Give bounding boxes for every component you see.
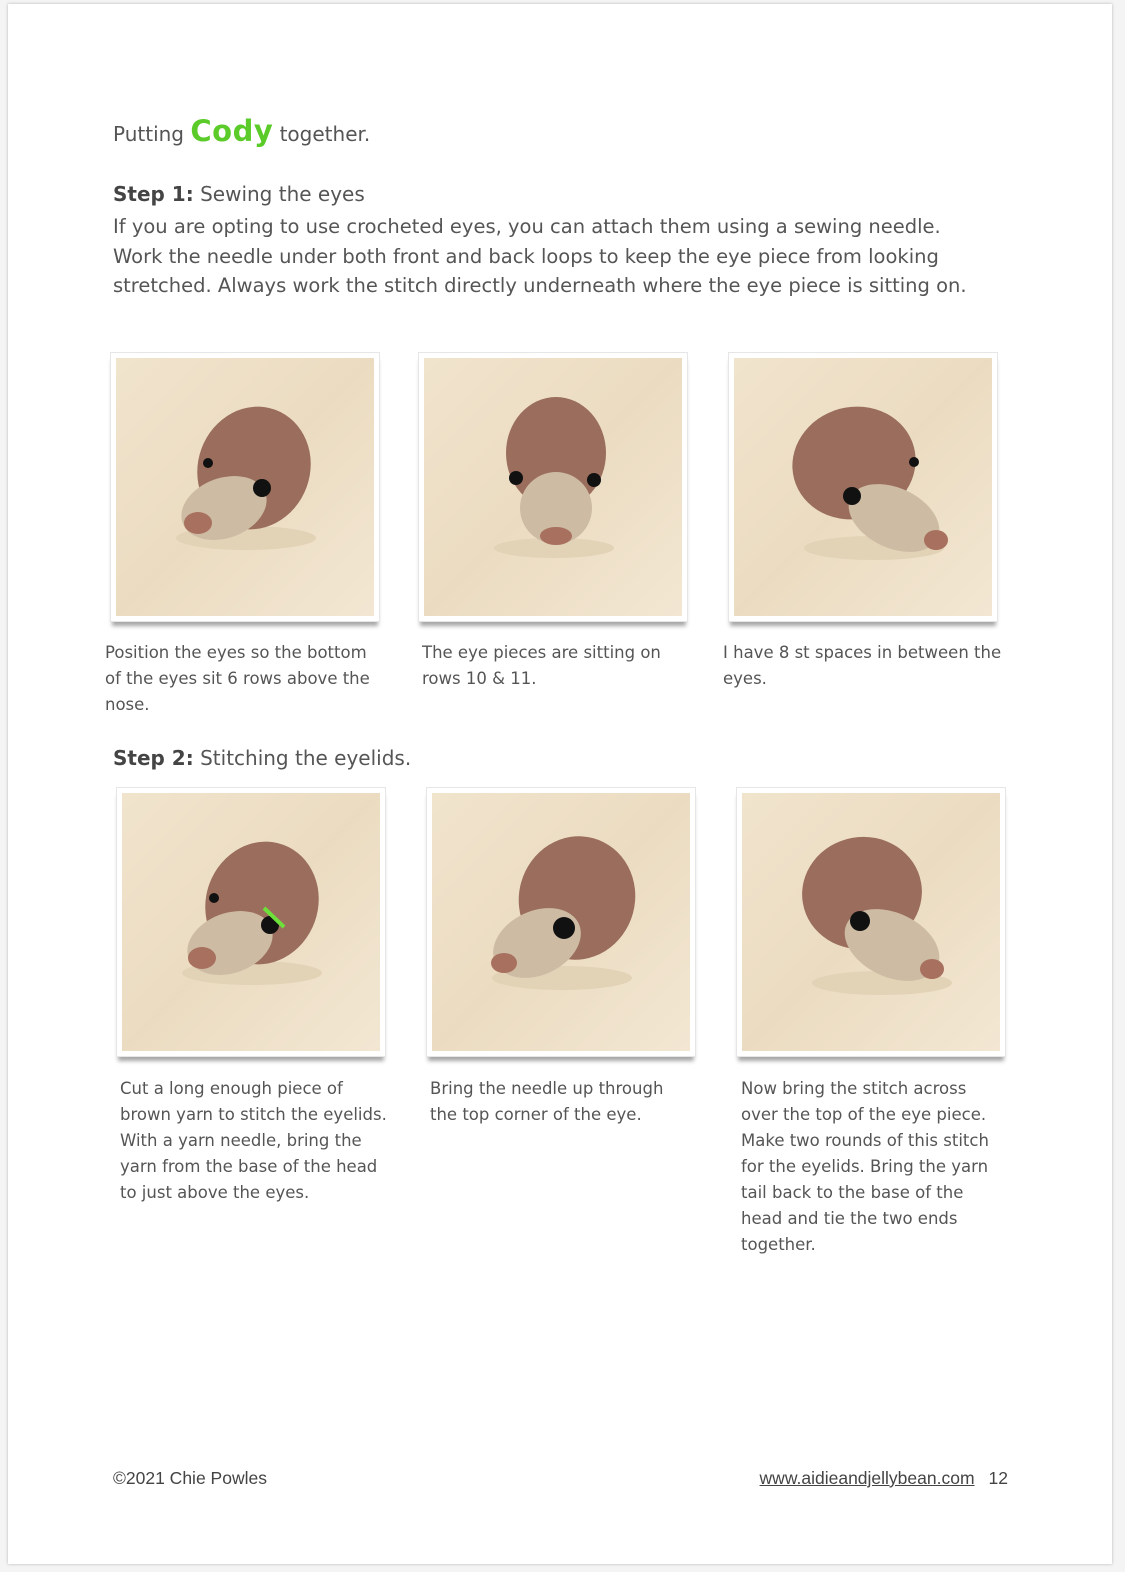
step1-text: If you are opting to use crocheted eyes, you can attach them using a sewing needle. Work the needle under both front and back loops to keep the eye piece from looking stretched. Always work the stitch directly underneath where the eye piece is sitting on. [113,215,967,298]
page-number: 12 [988,1468,1008,1488]
crochet-head-photo-icon [424,358,682,616]
step1-photo-2 [418,352,688,622]
step1-photo-3 [728,352,998,622]
footer-right [760,1468,1008,1489]
title-prefix: Putting [113,122,184,146]
step1-heading [113,182,365,206]
crochet-head-photo-icon [116,358,374,616]
step2-label: Step 2: [113,746,194,770]
step1-label: Step 1: [113,182,194,206]
copyright: ©2021 Chie Powles [113,1468,267,1488]
step2-photo-2 [426,787,696,1057]
step2-caption-2: Bring the needle up through the top corner of the eye. [430,1079,664,1124]
website-link[interactable]: www.aidieandjellybean.com [759,1468,975,1488]
crochet-head-photo-icon [122,793,380,1051]
page-title [113,114,370,148]
step1-title: Sewing the eyes [200,182,365,206]
crochet-head-photo-icon [742,793,1000,1051]
document-page [8,4,1112,1564]
step2-caption-1: Cut a long enough piece of brown yarn to stitch the eyelids. With a yarn needle, bring the yarn from the base of the head to just above the eyes. [120,1079,387,1202]
step1-caption-2: The eye pieces are sitting on rows 10 & 11. [422,643,661,688]
step2-title: Stitching the eyelids. [200,746,412,770]
step1-caption-3: I have 8 st spaces in between the eyes. [723,643,1002,688]
crochet-head-photo-icon [734,358,992,616]
title-name: Cody [190,114,274,148]
title-suffix: together. [279,122,371,146]
crochet-head-photo-icon [432,793,690,1051]
step2-photo-3 [736,787,1006,1057]
step1-photo-1 [110,352,380,622]
step2-heading [113,746,411,770]
step1-caption-1: Position the eyes so the bottom of the eyes sit 6 rows above the nose. [105,643,370,714]
step2-photo-1 [116,787,386,1057]
step2-caption-3: Now bring the stitch across over the top of the eye piece. Make two rounds of this stitch for the eyelids. Bring the yarn tail back to the base of the head and tie the two ends together. [741,1079,989,1254]
